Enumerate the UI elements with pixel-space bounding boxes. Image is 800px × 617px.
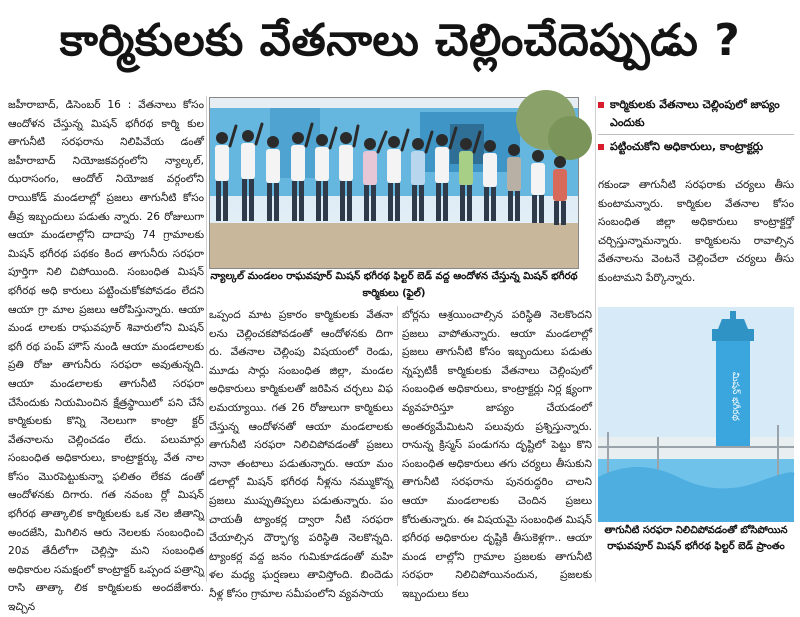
highlight-text: కార్మికులకు వేతనాలు చెల్లింపులో జాప్యం ఎందుకు: [610, 98, 780, 129]
article-column-1: జహీరాబాద్, డిసెంబర్ 16 : వేతనాలు కోసం ఆందోళన చేస్తున్న మిషన్ భగీరథ కార్మి కుల తాగునీటి సరఫరాను నిలిపివేయ డంతో జహీరాబాద్ నియోజకవర్గంలోని న్యాల్కల్, ఝరాసంగం, ఆందోల్ నియోజక వర్గంలోని రాయికోడ్ మండలాల్లో ప్రజలు తాగునీటి కోసం తీవ్ర ఇబ్బందులు పడుతు న్నారు. 26 రోజులుగా ఆయా మండలాల్లోని దాదాపు 74 గ్రామాలకు మిషన్ భగీరథ పథకం కింద తాగునీరు సరఫరా పూర్తిగా నిలి చిపోయింది. సంబంధిత మిషన్ భగీరథ అధి కారులు పట్టించుకోకపోవడం లేదని ఆయా గ్రా మాల ప్రజలు ఆరోపిస్తున్నారు. ఆయా మండ లాలకు రాఘవపూర్ శివారులోని మిషన్ భగీ రథ పంప్ హౌస్ నుండి ఆయా మండలాలకు ప్రతి రోజు తాగునీరు సరఫరా అవుతున్నది. ఆయా మండలాలకు తాగునీటి సరఫరా చేసేందుకు నియమించిన క్షేత్రస్థాయిలో పని చేసే కార్మికులకు కొన్ని నెలలుగా కాంట్రా క్టర్ వేతనాలను చెల్లించడం లేదు. పలుమార్లు సంబంధిత అధికారులు, కాంట్రాక్టర్కు వేత నాల కోసం మొరపెట్టుకున్నా ఫలితం లేకవ డంతో ఆందోళనకు దిగారు. గత నవంబ ర్లో మిషన్ భగీరథ తాత్కాలిక కార్మికులకు ఒక నెల జీతాన్ని అందజేసి, మిగిలిన ఆరు నెలలకు సంబంధించి 20వ తేదీలోగా చెల్లిస్తా మని సంబంధిత అధికారుల సమక్షంలో కాంట్రాక్టర్ ఒప్పంద పత్రాన్ని రాసి తాత్కా లిక కార్మికులకు అందజేశారు. ఇచ్చిన: [8, 99, 204, 614]
article-column-2: ఒప్పంద మాట ప్రకారం కార్మికులకు వేతనా లను చెల్లించకపోవడంతో ఆందోళనకు దిగా రు. వేతనాల చెల్లింపు విషయంలో రెండు, మూడు సార్లు సంబంధిత జిల్లా, మండల అధికారులు కార్మికులతో జరిపిన చర్చలు విఫ లమయ్యాయి. గత 26 రోజులుగా కార్మికులు చేస్తున్న ఆందోళనతో ఆయా మండలాలకు తాగునీటి సరఫరా నిలిచిపోవడంతో ప్రజలు నానా తంటాలు పడుతున్నారు. ఆయా మం డలాల్లో మిషన్ భగీరథ నీళ్లను నమ్ముకొన్న ప్రజలు ముప్పుతిప్పలు పడుతున్నారు. పం చాయతీ ట్యాంకర్ల ద్వారా నీటి సరఫరా చేయాల్సిన దౌర్భాగ్య పరిస్థితి నెలకొన్నది. ట్యాంకర్ల వద్ద జనం గుమికూడడంతో మహి ళల మధ్య ఘర్షణలు తావిస్తోంది. బిందెడు నీళ్ల కోసం గ్రామాల సమీపంలోని వ్యవసాయ: [209, 309, 393, 600]
bullet-icon: [598, 144, 604, 150]
water-tower-illustration: [598, 307, 794, 522]
highlight-text: పట్టించుకోని అధికారులు, కాంట్రాక్టర్లు: [610, 140, 764, 153]
water-tower-caption: తాగునీటి సరఫరా నిలిచిపోవడంతో బోసిపోయిన రాఘవపూర్ మిషన్ భగీరథ ఫిల్టర్ బెడ్ ప్రాంతం: [604, 525, 788, 552]
protest-photo-caption: న్యాల్కల్ మండలం రాఘవపూర్ మిషన్ భగీరథ ఫిల్టర్ బెడ్ వద్ద ఆందోళన చేస్తున్న మిషన్ భగీరథ కార్మికులు (ఫైల్): [210, 271, 578, 299]
column-divider: [397, 306, 398, 586]
column-divider: [206, 96, 207, 582]
column-divider: [595, 96, 596, 582]
tower-text: మిషన్ భగీరథ: [730, 372, 740, 421]
water-tower-photo: [598, 307, 794, 522]
protest-photo: [209, 97, 579, 269]
headline: కార్మికులకు వేతనాలు చెల్లించేదెప్పుడు ?: [59, 15, 741, 66]
article-column-4: గకుండా తాగునీటి సరఫరాకు చర్యలు తీసు కుంటామన్నారు. కార్మికుల వేతనాల కోసం సంబంధిత జిల్లా అధికారులు కాంట్రాక్టర్తో చర్చిస్తున్నామన్నారు. కార్మికులను రావాల్సిన వేతనాలను వెంటనే చెల్లించేలా చర్యలు తీసు కుంటామని పేర్కొన్నారు.: [598, 179, 794, 284]
highlights-box: [598, 96, 794, 170]
protest-photo-illustration: [210, 98, 578, 268]
highlight-item: [598, 96, 794, 131]
highlight-divider: [598, 134, 794, 135]
highlight-item: [598, 138, 794, 156]
bullet-icon: [598, 102, 604, 108]
article-column-3: బోర్లను ఆశ్రయించాల్సిన పరిస్థితి నెలకొందని ప్రజలు వాపోతున్నారు. ఆయా మండలాల్లో ప్రజలు తాగునీటి కోసం ఇబ్బందులు పడుతు న్నప్పటికీ కార్మికులకు వేతనాలు చెల్లింపులో సంబంధిత అధికారులు, కాంట్రాక్టర్లు నిర్ల క్ష్యంగా వ్యవహరిస్తూ జాప్యం చేయడంలో అంతర్యమేమిటని పలువురు ప్రశ్నిస్తున్నారు. రానున్న క్రిస్మస్ పండుగను దృష్టిలో పెట్టు కొని సంబంధిత అధికారులు తగు చర్యలు తీసుకుని తాగునీటి సరఫరాను పునరుద్ధరిం చాలని ఆయా మండలాలకు చెందిన ప్రజలు కోరుతున్నారు. ఈ విషయమై సంబంధిత మిషన్ భగీరథ అధికారుల దృష్టికి తీసుకెళ్లగా.. ఆయా మండ లాల్లోని గ్రామాల ప్రజలకు తాగునీటి సరఫరా నిలిచిపోయినందున, ప్రజలకు ఇబ్బందులు కలు: [402, 309, 592, 600]
